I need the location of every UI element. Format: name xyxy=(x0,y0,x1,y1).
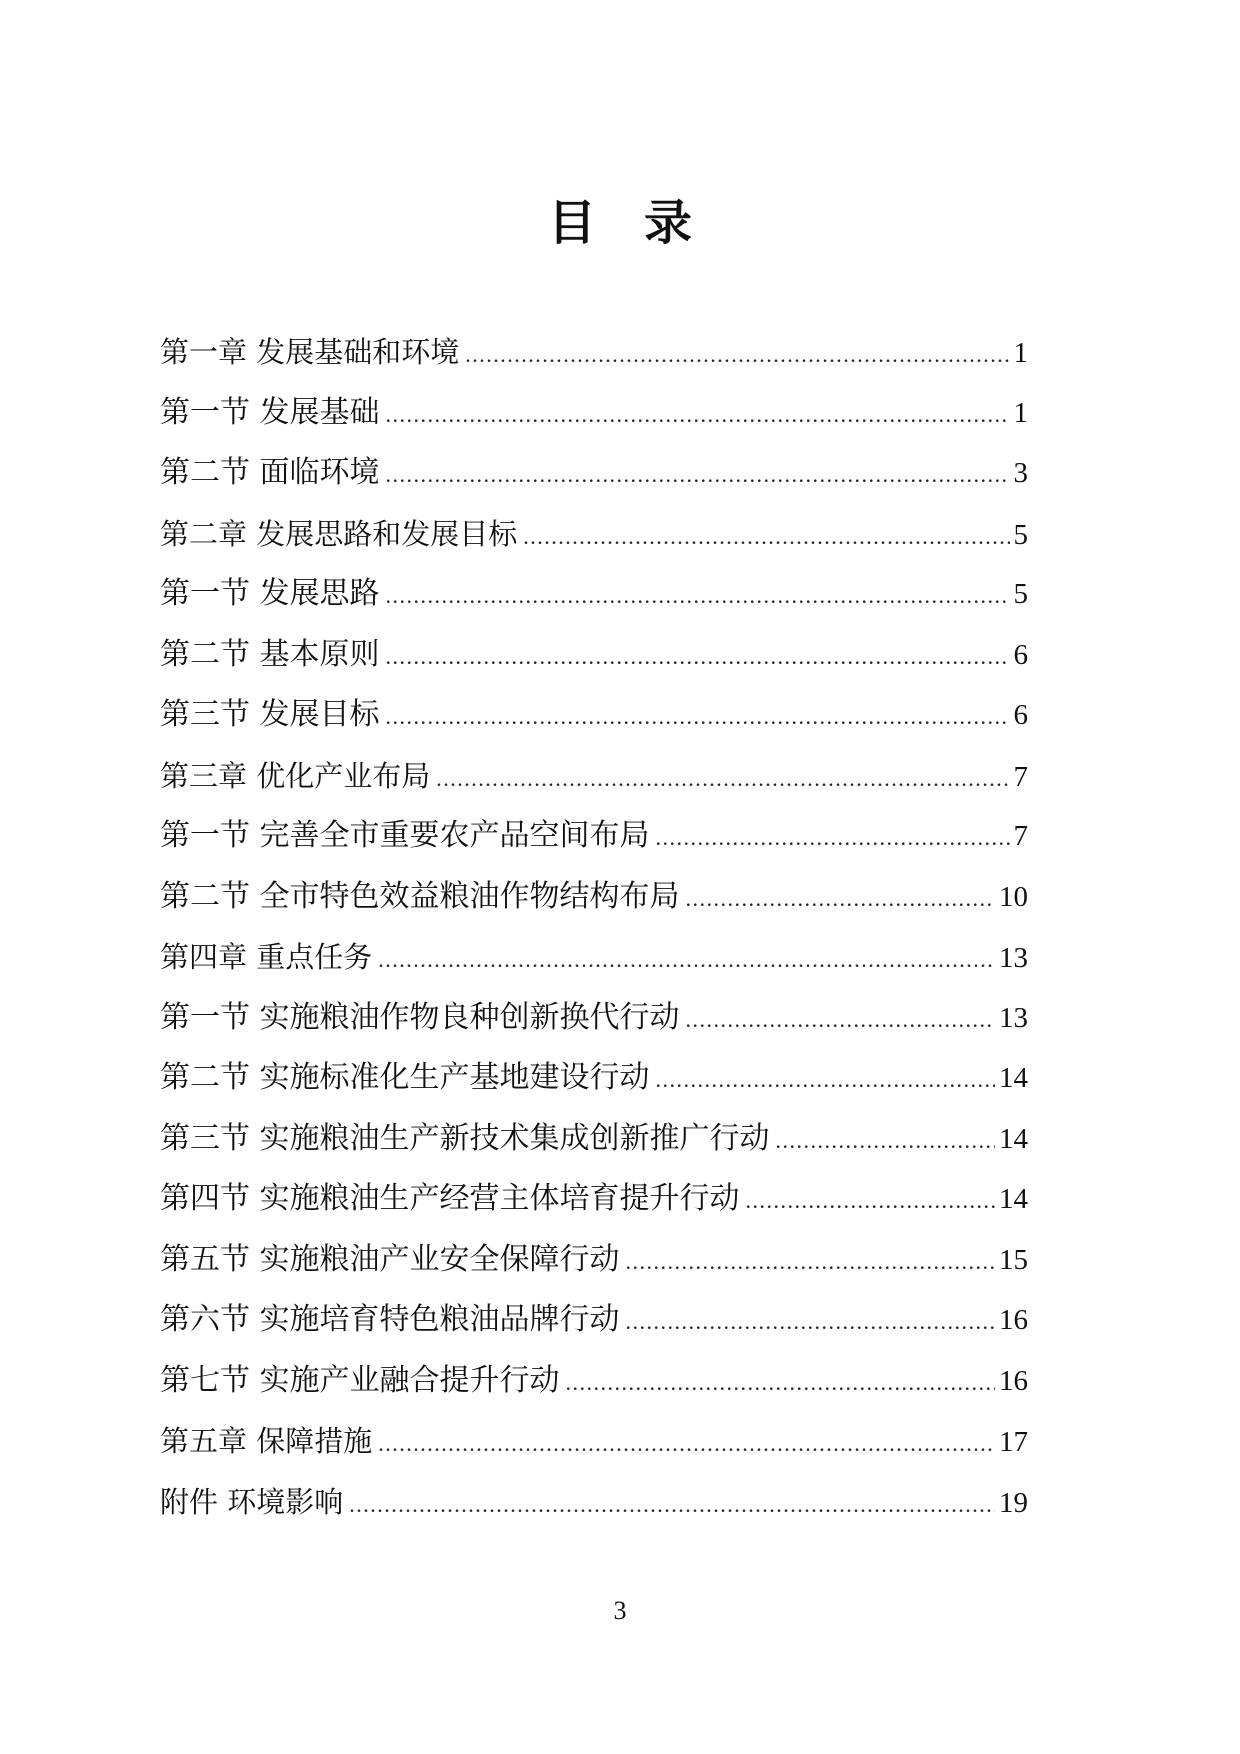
toc-entry[interactable] xyxy=(160,927,1028,988)
toc-dot-leader xyxy=(776,1111,995,1171)
toc-entry-page: 13 xyxy=(999,1001,1028,1034)
toc-dot-leader xyxy=(378,930,995,990)
toc-dot-leader xyxy=(465,325,1009,385)
page-title: 目 录 xyxy=(547,195,692,251)
toc-dot-leader xyxy=(386,385,1010,445)
toc-dot-leader xyxy=(386,445,1010,505)
toc-entry-page: 1 xyxy=(1013,396,1028,429)
toc-entry-label: 第三章 优化产业布局 xyxy=(160,758,431,793)
toc-entry-page: 3 xyxy=(1013,457,1028,489)
toc-dot-leader xyxy=(386,627,1010,687)
toc-entry[interactable] xyxy=(160,1048,1028,1109)
toc-entry-page: 16 xyxy=(999,1304,1028,1336)
toc-entry-label: 第二章 发展思路和发展目标 xyxy=(160,516,518,551)
toc-entry[interactable] xyxy=(160,1472,1028,1533)
toc-entry-page: 7 xyxy=(1013,760,1028,793)
toc-dot-leader xyxy=(566,1353,995,1413)
page-number: 3 xyxy=(613,1596,627,1625)
toc-entry[interactable] xyxy=(160,1169,1028,1230)
toc-entry-page: 6 xyxy=(1013,638,1028,671)
toc-entry-label: 第一节 实施粮油作物良种创新换代行动 xyxy=(160,999,680,1035)
toc-entry-label: 第一节 发展基础 xyxy=(160,394,380,430)
toc-entry-label: 第五节 实施粮油产业安全保障行动 xyxy=(160,1241,620,1277)
toc-entry[interactable] xyxy=(160,1411,1028,1472)
toc-entry-page: 14 xyxy=(999,1183,1028,1215)
toc-entry[interactable] xyxy=(160,988,1028,1049)
toc-entry-page: 7 xyxy=(1013,820,1028,852)
toc-entry-label: 第四章 重点任务 xyxy=(160,940,373,974)
toc-entry[interactable] xyxy=(160,1290,1028,1351)
toc-dot-leader xyxy=(386,687,1010,747)
toc-entry[interactable] xyxy=(160,1109,1028,1170)
toc-entry-page: 13 xyxy=(999,942,1028,974)
toc-entry[interactable] xyxy=(160,685,1028,746)
toc-dot-leader xyxy=(386,566,1010,626)
toc-entry[interactable] xyxy=(160,443,1028,504)
toc-dot-leader xyxy=(436,749,1009,809)
toc-dot-leader xyxy=(626,1292,995,1352)
toc-entry[interactable] xyxy=(160,322,1028,383)
toc-entry[interactable] xyxy=(160,625,1028,686)
toc-dot-leader xyxy=(686,990,995,1050)
toc-entry[interactable] xyxy=(160,746,1028,807)
toc-entry-page: 10 xyxy=(999,880,1028,913)
toc-entry-page: 16 xyxy=(999,1364,1028,1397)
toc-entry[interactable] xyxy=(160,564,1028,625)
toc-dot-leader xyxy=(523,507,1009,567)
toc-entry-label: 附件 环境影响 xyxy=(160,1484,344,1519)
toc-entry-page: 14 xyxy=(999,1062,1028,1094)
toc-entry-page: 19 xyxy=(999,1486,1028,1519)
toc-entry[interactable] xyxy=(160,504,1028,565)
toc-entry-label: 第七节 实施产业融合提升行动 xyxy=(160,1362,560,1398)
toc-entry-label: 第四节 实施粮油生产经营主体培育提升行动 xyxy=(160,1181,740,1216)
toc-entry-page: 14 xyxy=(999,1122,1028,1155)
toc-entry-page: 5 xyxy=(1013,518,1028,551)
toc-dot-leader xyxy=(746,1171,995,1231)
toc-dot-leader xyxy=(349,1475,995,1535)
toc-entry-label: 第二节 基本原则 xyxy=(160,636,380,672)
toc-entry-label: 第一节 发展思路 xyxy=(160,576,380,611)
toc-entry-label: 第二节 面临环境 xyxy=(160,455,380,490)
toc-entry[interactable] xyxy=(160,383,1028,444)
toc-entry[interactable] xyxy=(160,1351,1028,1412)
toc-entry-page: 17 xyxy=(999,1426,1028,1458)
toc-dot-leader xyxy=(626,1232,995,1292)
toc-entry-label: 第三节 实施粮油生产新技术集成创新推广行动 xyxy=(160,1120,770,1156)
toc-dot-leader xyxy=(378,1414,995,1474)
toc-entry-label: 第三节 发展目标 xyxy=(160,697,380,732)
toc-dot-leader xyxy=(686,869,995,929)
toc-entry-label: 第一章 发展基础和环境 xyxy=(160,335,460,369)
toc-entry-page: 5 xyxy=(1013,578,1028,610)
toc-entry-page: 15 xyxy=(999,1243,1028,1276)
toc-entry[interactable] xyxy=(160,806,1028,867)
toc-entry-label: 第二节 实施标准化生产基地建设行动 xyxy=(160,1060,650,1095)
toc-entry[interactable] xyxy=(160,867,1028,928)
toc-entry-page: 6 xyxy=(1013,699,1028,731)
toc-entry-label: 第一节 完善全市重要农产品空间布局 xyxy=(160,818,650,853)
table-of-contents xyxy=(160,322,1028,1532)
toc-entry-page: 1 xyxy=(1013,337,1028,369)
toc-entry[interactable] xyxy=(160,1230,1028,1291)
toc-dot-leader xyxy=(656,808,1010,868)
toc-entry-label: 第五章 保障措施 xyxy=(160,1424,373,1458)
toc-dot-leader xyxy=(656,1050,995,1110)
toc-entry-label: 第二节 全市特色效益粮油作物结构布局 xyxy=(160,878,680,914)
toc-entry-label: 第六节 实施培育特色粮油品牌行动 xyxy=(160,1302,620,1337)
